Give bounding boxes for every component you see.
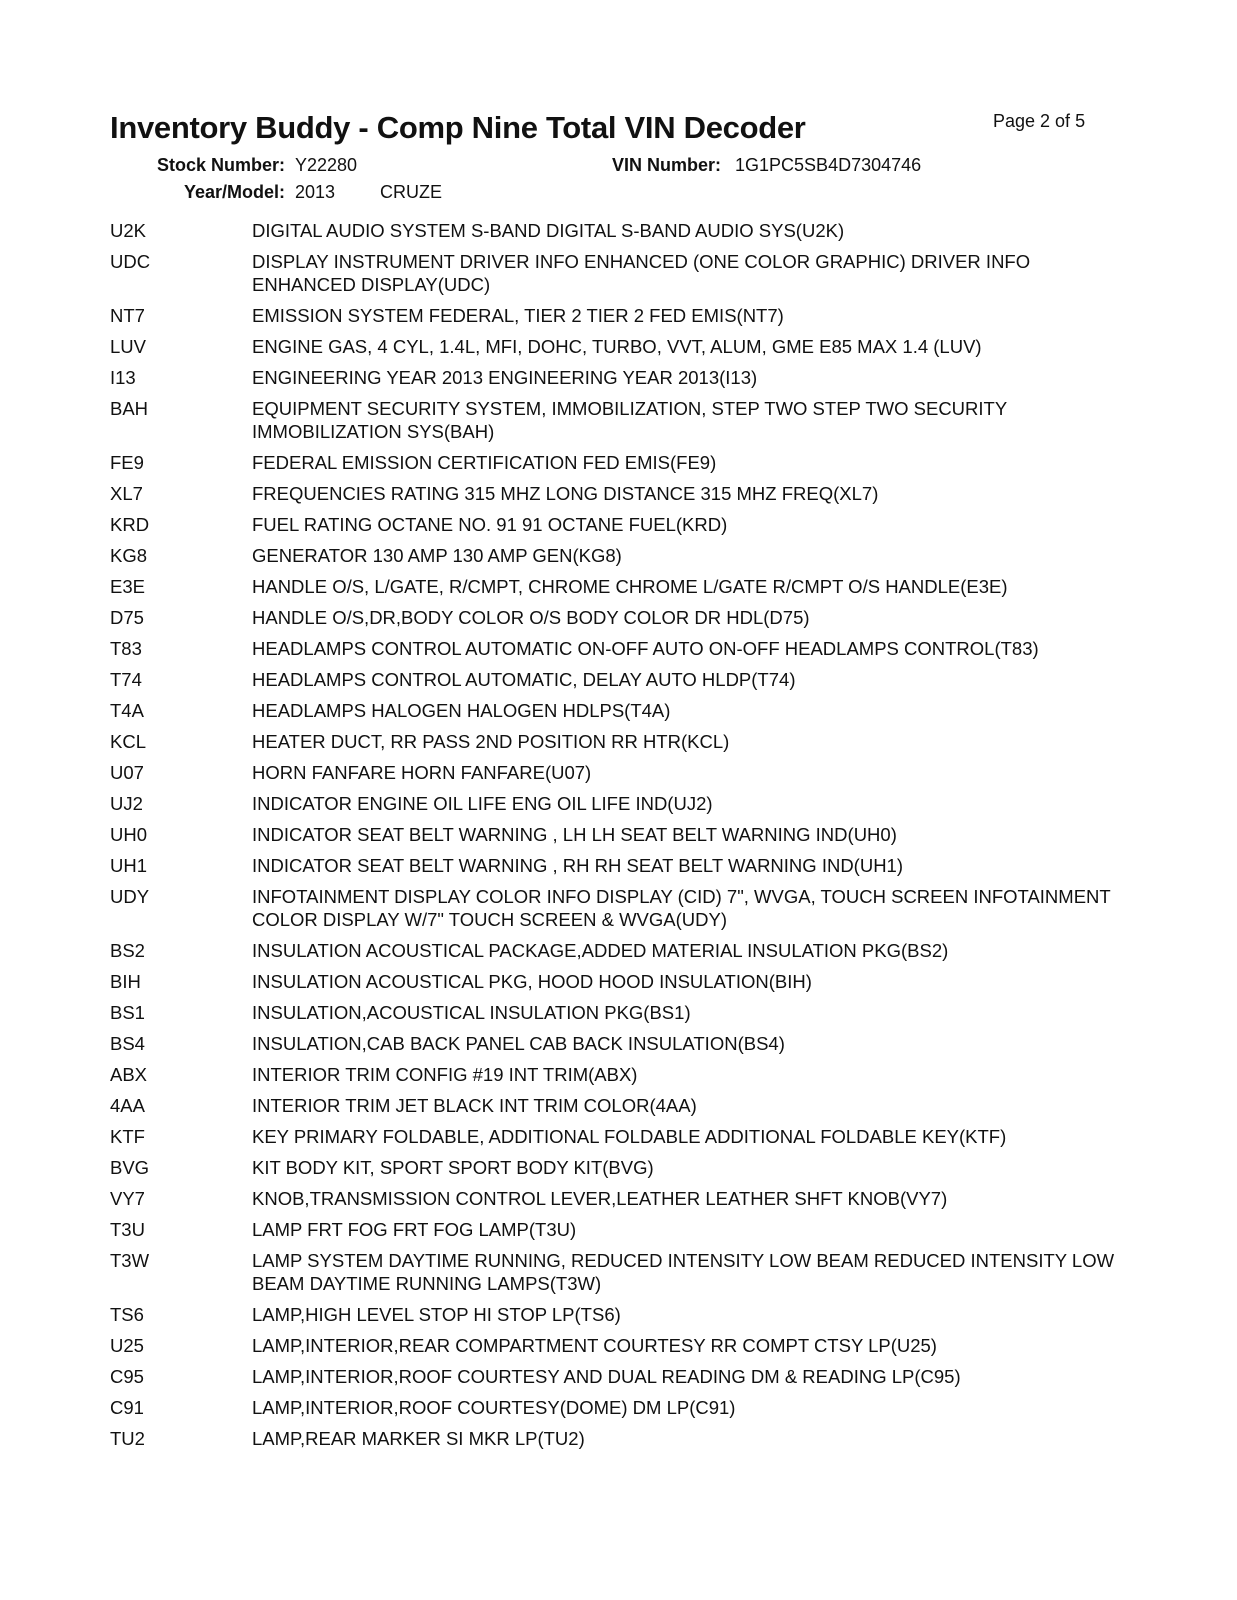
option-code: UJ2 xyxy=(110,793,143,814)
option-description: LAMP,INTERIOR,ROOF COURTESY(DOME) DM LP(C91) xyxy=(252,1397,736,1418)
option-description: INTERIOR TRIM JET BLACK INT TRIM COLOR(4AA) xyxy=(252,1095,697,1116)
option-row xyxy=(110,939,1120,970)
option-code: KTF xyxy=(110,1126,145,1147)
year-value: 2013 xyxy=(295,182,336,202)
option-row xyxy=(110,451,1120,482)
option-code: TS6 xyxy=(110,1304,144,1325)
option-row xyxy=(110,1334,1120,1365)
option-description: HEATER DUCT, RR PASS 2ND POSITION RR HTR(KCL) xyxy=(252,731,730,752)
option-row xyxy=(110,885,1120,939)
option-code: U2K xyxy=(110,220,146,241)
option-row xyxy=(110,1303,1120,1334)
option-code: BIH xyxy=(110,971,141,992)
stock-number xyxy=(140,155,357,176)
option-description: FREQUENCIES RATING 315 MHZ LONG DISTANCE 315 MHZ FREQ(XL7) xyxy=(252,483,879,504)
option-code: ABX xyxy=(110,1064,148,1085)
year-model xyxy=(140,182,442,203)
option-description: INDICATOR SEAT BELT WARNING , RH RH SEAT BELT WARNING IND(UH1) xyxy=(252,855,904,876)
option-code: KRD xyxy=(110,514,150,535)
option-row xyxy=(110,637,1120,668)
option-code: U07 xyxy=(110,762,144,783)
option-code: U25 xyxy=(110,1335,144,1356)
option-row xyxy=(110,1032,1120,1063)
option-description: DIGITAL AUDIO SYSTEM S-BAND DIGITAL S-BAND AUDIO SYS(U2K) xyxy=(252,220,845,241)
option-row xyxy=(110,761,1120,792)
option-row xyxy=(110,1063,1120,1094)
year-model-label: Year/Model: xyxy=(183,182,285,202)
option-description: EMISSION SYSTEM FEDERAL, TIER 2 TIER 2 FED EMIS(NT7) xyxy=(252,305,784,326)
option-row xyxy=(110,544,1120,575)
stock-number-label: Stock Number: xyxy=(156,155,285,175)
option-row xyxy=(110,699,1120,730)
option-row xyxy=(110,1427,1120,1458)
option-row xyxy=(110,1218,1120,1249)
option-description: HANDLE O/S, L/GATE, R/CMPT, CHROME CHROME L/GATE R/CMPT O/S HANDLE(E3E) xyxy=(252,576,1008,597)
option-code: UDC xyxy=(110,251,151,272)
option-description: LAMP FRT FOG FRT FOG LAMP(T3U) xyxy=(252,1219,577,1240)
option-code: LUV xyxy=(110,336,146,357)
option-code: UDY xyxy=(110,886,150,907)
option-row xyxy=(110,1187,1120,1218)
option-code: KG8 xyxy=(110,545,148,566)
option-code: BVG xyxy=(110,1157,150,1178)
option-row xyxy=(110,1125,1120,1156)
option-row xyxy=(110,668,1120,699)
option-description: LAMP,HIGH LEVEL STOP HI STOP LP(TS6) xyxy=(252,1304,621,1325)
option-description: HANDLE O/S,DR,BODY COLOR O/S BODY COLOR DR HDL(D75) xyxy=(252,607,810,628)
option-code: VY7 xyxy=(110,1188,145,1209)
option-description: HORN FANFARE HORN FANFARE(U07) xyxy=(252,762,592,783)
option-code: TU2 xyxy=(110,1428,145,1449)
stock-number-value: Y22280 xyxy=(295,155,358,175)
option-code: T4A xyxy=(110,700,144,721)
option-row xyxy=(110,1094,1120,1125)
option-row xyxy=(110,1365,1120,1396)
option-description: INTERIOR TRIM CONFIG #19 INT TRIM(ABX) xyxy=(252,1064,638,1085)
option-code: I13 xyxy=(110,367,136,388)
option-row xyxy=(110,1396,1120,1427)
option-description: LAMP,INTERIOR,REAR COMPARTMENT COURTESY RR COMPT CTSY LP(U25) xyxy=(252,1335,937,1356)
vin-number xyxy=(612,155,921,176)
option-row xyxy=(110,366,1120,397)
option-row xyxy=(110,823,1120,854)
option-description: KNOB,TRANSMISSION CONTROL LEVER,LEATHER LEATHER SHFT KNOB(VY7) xyxy=(252,1188,948,1209)
option-code: UH1 xyxy=(110,855,148,876)
vin-number-value: 1G1PC5SB4D7304746 xyxy=(735,155,922,175)
option-row xyxy=(110,854,1120,885)
option-description: INSULATION,CAB BACK PANEL CAB BACK INSULATION(BS4) xyxy=(252,1033,785,1054)
option-description: ENGINE GAS, 4 CYL, 1.4L, MFI, DOHC, TURBO, VVT, ALUM, GME E85 MAX 1.4 (LUV) xyxy=(252,336,982,357)
option-code: T74 xyxy=(110,669,142,690)
option-description: ENGINEERING YEAR 2013 ENGINEERING YEAR 2013(I13) xyxy=(252,367,758,388)
page-number: Page 2 of 5 xyxy=(993,111,1086,131)
option-code: T3W xyxy=(110,1250,150,1271)
option-description: INSULATION,ACOUSTICAL INSULATION PKG(BS1) xyxy=(252,1002,691,1023)
option-row xyxy=(110,792,1120,823)
option-code: T83 xyxy=(110,638,142,659)
option-description: INDICATOR ENGINE OIL LIFE ENG OIL LIFE IND(UJ2) xyxy=(252,793,713,814)
option-row xyxy=(110,1156,1120,1187)
option-description: INDICATOR SEAT BELT WARNING , LH LH SEAT BELT WARNING IND(UH0) xyxy=(252,824,897,845)
option-row xyxy=(110,482,1120,513)
option-code: UH0 xyxy=(110,824,148,845)
option-row xyxy=(110,730,1120,761)
option-description: GENERATOR 130 AMP 130 AMP GEN(KG8) xyxy=(252,545,622,566)
option-description: LAMP,INTERIOR,ROOF COURTESY AND DUAL READING DM & READING LP(C95) xyxy=(252,1366,961,1387)
model-value: CRUZE xyxy=(380,182,443,202)
option-description: LAMP,REAR MARKER SI MKR LP(TU2) xyxy=(252,1428,585,1449)
option-row xyxy=(110,250,1120,304)
option-code: C95 xyxy=(110,1366,144,1387)
option-row xyxy=(110,397,1120,451)
option-code-list xyxy=(110,219,1120,1458)
option-description: KEY PRIMARY FOLDABLE, ADDITIONAL FOLDABLE ADDITIONAL FOLDABLE KEY(KTF) xyxy=(252,1126,1007,1147)
option-row xyxy=(110,513,1120,544)
option-code: KCL xyxy=(110,731,146,752)
option-code: 4AA xyxy=(110,1095,145,1116)
vin-number-label: VIN Number: xyxy=(612,155,722,175)
option-code: XL7 xyxy=(110,483,143,504)
option-description: FEDERAL EMISSION CERTIFICATION FED EMIS(FE9) xyxy=(252,452,717,473)
option-description: INSULATION ACOUSTICAL PKG, HOOD HOOD INSULATION(BIH) xyxy=(252,971,812,992)
option-code: D75 xyxy=(110,607,144,628)
option-description: HEADLAMPS HALOGEN HALOGEN HDLPS(T4A) xyxy=(252,700,671,721)
option-code: BS4 xyxy=(110,1033,145,1054)
option-description: FUEL RATING OCTANE NO. 91 91 OCTANE FUEL(KRD) xyxy=(252,514,728,535)
option-row xyxy=(110,219,1120,250)
option-code: T3U xyxy=(110,1219,145,1240)
option-description: HEADLAMPS CONTROL AUTOMATIC, DELAY AUTO HLDP(T74) xyxy=(252,669,796,690)
option-description: INSULATION ACOUSTICAL PACKAGE,ADDED MATERIAL INSULATION PKG(BS2) xyxy=(252,940,949,961)
option-row xyxy=(110,575,1120,606)
document-title: Inventory Buddy - Comp Nine Total VIN Decoder xyxy=(110,110,806,145)
option-code: BS2 xyxy=(110,940,145,961)
option-description: KIT BODY KIT, SPORT SPORT BODY KIT(BVG) xyxy=(252,1157,654,1178)
option-code: E3E xyxy=(110,576,145,597)
option-row xyxy=(110,1249,1120,1303)
option-row xyxy=(110,1001,1120,1032)
option-code: FE9 xyxy=(110,452,144,473)
option-row xyxy=(110,335,1120,366)
option-row xyxy=(110,304,1120,335)
option-description: EQUIPMENT SECURITY SYSTEM, IMMOBILIZATION, STEP TWO STEP TWO SECURITY IMMOBILIZATION SYS(BAH) xyxy=(252,398,1007,442)
option-row xyxy=(110,606,1120,637)
option-description: DISPLAY INSTRUMENT DRIVER INFO ENHANCED (ONE COLOR GRAPHIC) DRIVER INFO ENHANCED DISPLAY(UDC) xyxy=(252,251,1031,295)
option-description: LAMP SYSTEM DAYTIME RUNNING, REDUCED INTENSITY LOW BEAM REDUCED INTENSITY LOW BEAM DAYTIME RUNNING LAMPS(T3W) xyxy=(252,1250,1115,1294)
option-code: NT7 xyxy=(110,305,145,326)
option-code: C91 xyxy=(110,1397,144,1418)
option-code: BS1 xyxy=(110,1002,145,1023)
option-code: BAH xyxy=(110,398,149,419)
option-row xyxy=(110,970,1120,1001)
option-description: INFOTAINMENT DISPLAY COLOR INFO DISPLAY (CID) 7", WVGA, TOUCH SCREEN INFOTAINMENT COLOR DISPLAY W/7" TOUCH SCREEN & WVGA(UDY) xyxy=(252,886,1111,930)
option-description: HEADLAMPS CONTROL AUTOMATIC ON-OFF AUTO ON-OFF HEADLAMPS CONTROL(T83) xyxy=(252,638,1039,659)
